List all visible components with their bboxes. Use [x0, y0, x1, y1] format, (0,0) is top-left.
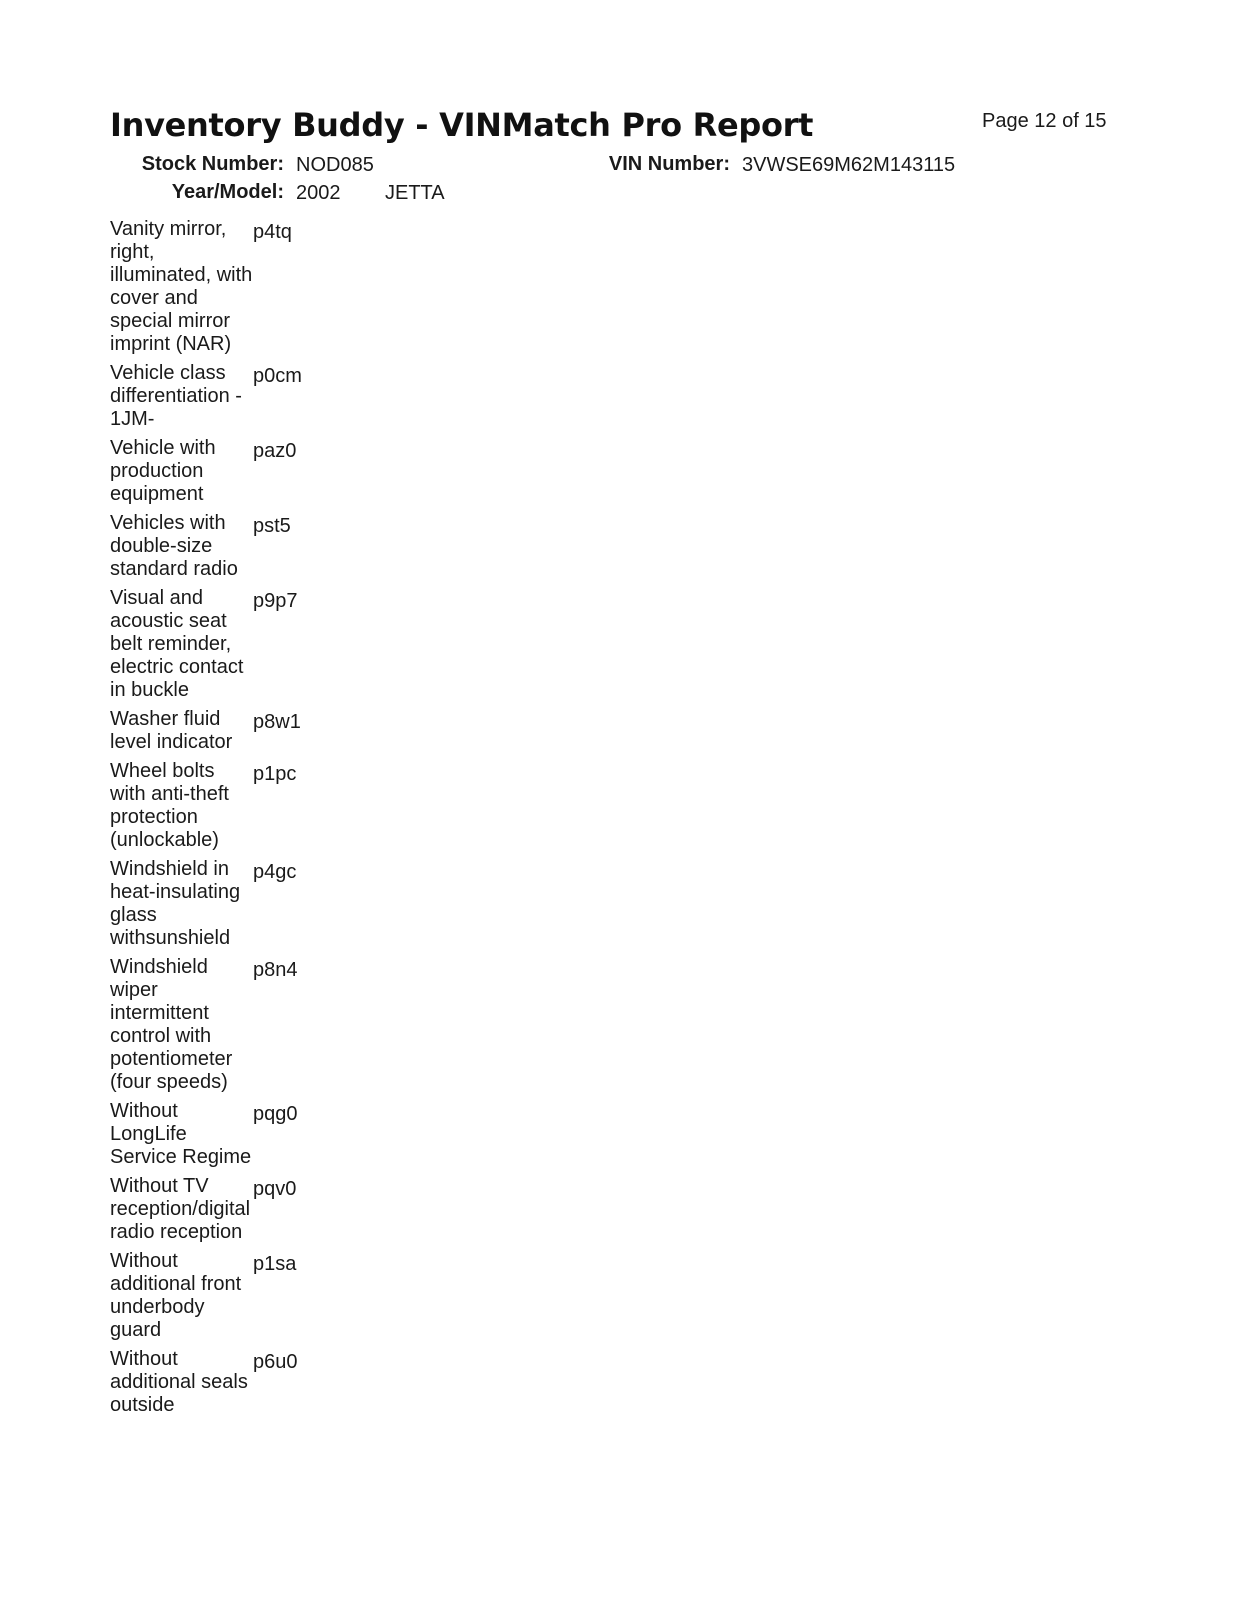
model-value: JETTA — [385, 182, 445, 204]
option-description: Without additional seals outside — [110, 1348, 248, 1416]
option-code: p1sa — [253, 1253, 297, 1275]
option-code: p9p7 — [253, 590, 298, 612]
option-code: p1pc — [253, 763, 297, 785]
option-row — [110, 760, 430, 852]
vin-number-label: VIN Number: — [608, 153, 730, 175]
year-model-label: Year/Model: — [171, 181, 284, 203]
option-code: pst5 — [253, 515, 291, 537]
page-number: Page 12 of 15 — [982, 110, 1107, 132]
option-description: Windshield wiper intermittent control with potentiometer (four speeds) — [110, 956, 233, 1093]
options-list — [110, 218, 430, 1423]
option-code: paz0 — [253, 440, 297, 462]
option-row — [110, 512, 430, 581]
option-description: Visual and acoustic seat belt reminder, electric contact in buckle — [110, 587, 244, 701]
report-title: Inventory Buddy - VINMatch Pro Report — [110, 106, 814, 144]
option-row — [110, 1175, 430, 1244]
year-value: 2002 — [296, 182, 341, 204]
option-row — [110, 858, 430, 950]
option-description: Vanity mirror, right, illuminated, with cover and special mirror imprint (NAR) — [110, 218, 253, 355]
option-code: p4tq — [253, 221, 292, 243]
option-description: Wheel bolts with anti-theft protection (unlockable) — [110, 760, 229, 851]
option-row — [110, 1250, 430, 1342]
option-code: p6u0 — [253, 1351, 298, 1373]
vin-number-value: 3VWSE69M62M143115 — [742, 154, 956, 176]
option-row — [110, 218, 430, 356]
option-row — [110, 362, 430, 431]
stock-number-value: NOD085 — [296, 154, 374, 176]
option-code: p8n4 — [253, 959, 298, 981]
option-description: Without TV reception/digital radio reception — [110, 1175, 251, 1243]
option-row — [110, 437, 430, 506]
option-code: p0cm — [253, 365, 302, 387]
option-code: pqg0 — [253, 1103, 298, 1125]
stock-number-label: Stock Number: — [141, 153, 284, 175]
option-row — [110, 956, 430, 1094]
option-row — [110, 1348, 430, 1417]
option-description: Vehicle class differentiation - 1JM- — [110, 362, 242, 430]
option-code: pqv0 — [253, 1178, 297, 1200]
option-code: p8w1 — [253, 711, 301, 733]
option-description: Washer fluid level indicator — [110, 708, 233, 753]
option-description: Vehicles with double-size standard radio — [110, 512, 238, 580]
option-description: Without LongLife Service Regime — [110, 1100, 252, 1168]
option-description: Without additional front underbody guard — [110, 1250, 242, 1341]
option-description: Vehicle with production equipment — [110, 437, 216, 505]
option-row — [110, 708, 430, 754]
option-description: Windshield in heat-insulating glass withsunshield — [110, 858, 241, 949]
option-row — [110, 587, 430, 702]
option-row — [110, 1100, 430, 1169]
option-code: p4gc — [253, 861, 297, 883]
